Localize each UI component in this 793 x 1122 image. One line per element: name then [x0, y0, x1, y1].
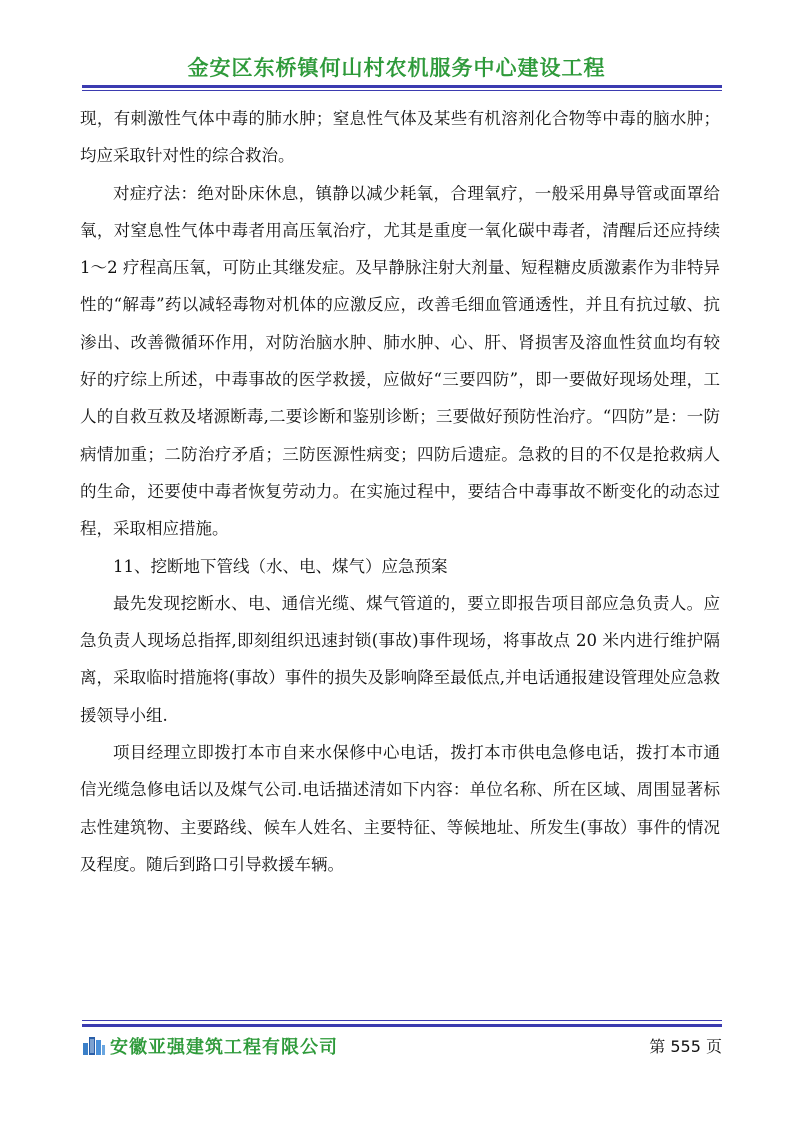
body-paragraph: 现，有刺激性气体中毒的肺水肿；窒息性气体及某些有机溶剂化合物等中毒的脑水肿；均应采取针对性的综合救治。: [80, 109, 720, 166]
page-footer: [82, 1033, 722, 1057]
building-logo-icon: [82, 1035, 106, 1055]
body-paragraph: 对症疗法：绝对卧床休息，镇静以减少耗氧，合理氧疗，一般采用鼻导管或面罩给氧，对窒息性气体中毒者用高压氧治疗，尤其是重度一氧化碳中毒者，清醒后还应持续 1～2 疗程高压氧，可防止其继发症。及早静脉注射大剂量、短程糖皮质激素作为非特异性的“解毒”药以减轻毒物对机体的应激反应，改善毛细血管通透性，并且有抗过敏、抗渗出、改善微循环作用，对防治脑水肿、肺水肿、心、肝、肾损害及溶血性贫血均有较好的疗综上所述，中毒事故的医学救援，应做好“三要四防”，即一要做好现场处理，工人的自救互救及堵源断毒,二要诊断和鉴别诊断；三要做好预防性治疗。“四防”是：一防病情加重；二防治疗矛盾；三防医源性病变；四防后遗症。急救的目的不仅是抢救病人的生命，还要使中毒者恢复劳动力。在实施过程中，要结合中毒事故不断变化的动态过程，采取相应措施。: [80, 183, 720, 539]
header-rule-thin: [82, 90, 722, 91]
footer-rule-thick: [82, 1024, 722, 1027]
body-paragraph: 项目经理立即拨打本市自来水保修中心电话，拨打本市供电急修电话，拨打本市通信光缆急修电话以及煤气公司.电话描述清如下内容：单位名称、所在区域、周围显著标志性建筑物、主要路线、候车人姓名、主要特征、等候地址、所发生(事故）事件的情况及程度。随后到路口引导救援车辆。: [80, 743, 720, 874]
section-heading: 11、挖断地下管线（水、电、煤气）应急预案: [113, 556, 448, 576]
header-rule-thick: [82, 85, 722, 88]
company-name: 安徽亚强建筑工程有限公司: [110, 1037, 338, 1058]
page-header-title: 金安区东桥镇何山村农机服务中心建设工程: [187, 56, 606, 80]
body-paragraph: 最先发现挖断水、电、通信光缆、煤气管道的，要立即报告项目部应急负责人。应急负责人现场总指挥,即刻组织迅速封锁(事故)事件现场，将事故点 20 米内进行维护隔离，采取临时措施将(事故）事件的损失及影响降至最低点,并电话通报建设管理处应急救援领导小组.: [80, 593, 720, 725]
document-body: [80, 100, 720, 883]
footer-rule-thin: [82, 1020, 722, 1021]
page-number: 第 555 页: [649, 1037, 722, 1056]
